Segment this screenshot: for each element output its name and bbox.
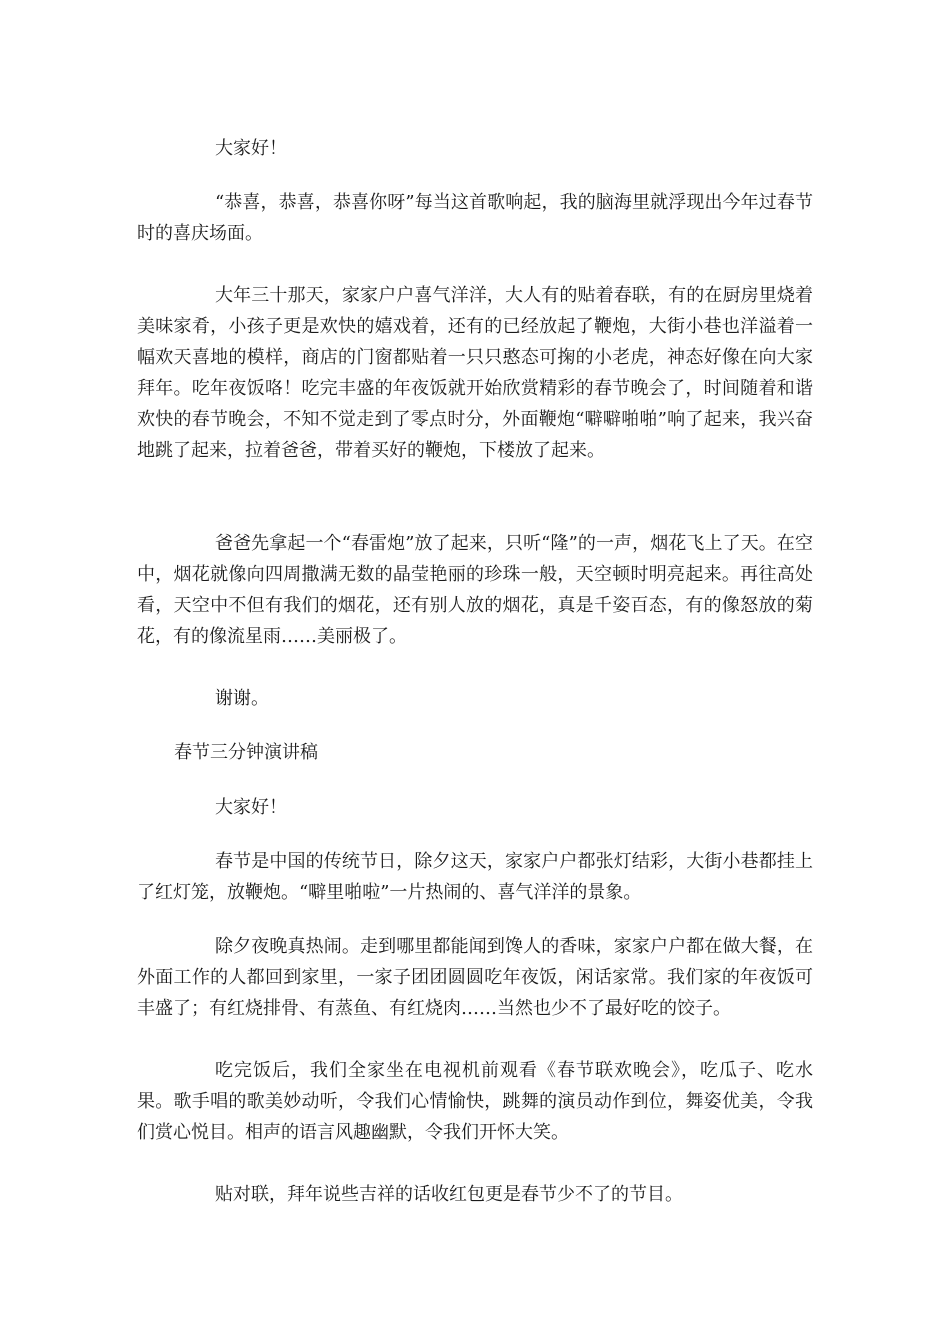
- intro-paragraph: “恭喜，恭喜，恭喜你呀”每当这首歌响起，我的脑海里就浮现出今年过春节时的喜庆场面。: [137, 192, 813, 244]
- gala-paragraph: 吃完饭后，我们全家坐在电视机前观看《春节联欢晚会》，吃瓜子、吃水果。歌手唱的歌美妙动听，令我们心情愉快，跳舞的演员动作到位，舞姿优美，令我们赏心悦目。相声的语言风趣幽默，令我们开怀大笑。: [137, 1060, 813, 1143]
- festival-paragraph: 春节是中国的传统节日，除夕这天，家家户户都张灯结彩，大街小巷都挂上了红灯笼，放鞭炮。“噼里啪啦”一片热闹的、喜气洋洋的景象。: [137, 851, 813, 903]
- couplets-paragraph: 贴对联，拜年说些吉祥的话收红包更是春节少不了的节目。: [215, 1184, 683, 1205]
- thanks-paragraph: 谢谢。: [215, 688, 269, 709]
- greeting-paragraph: 大家好！: [215, 138, 287, 159]
- fireworks-paragraph: 爸爸先拿起一个“春雷炮”放了起来，只听“隆”的一声，烟花飞上了天。在空中，烟花就像向四周撒满无数的晶莹艳丽的珍珠一般，天空顿时明亮起来。再往高处看，天空中不但有我们的烟花，还有别人放的烟花，真是千姿百态，有的像怒放的菊花，有的像流星雨……美丽极了。: [137, 533, 813, 647]
- dinner-paragraph: 除夕夜晚真热闹。走到哪里都能闻到馋人的香味，家家户户都在做大餐，在外面工作的人都回到家里，一家子团团圆圆吃年夜饭，闲话家常。我们家的年夜饭可丰盛了；有红烧排骨、有蒸鱼、有红烧肉……当然也少不了最好吃的饺子。: [137, 936, 813, 1019]
- section-title: 春节三分钟演讲稿: [174, 742, 318, 763]
- greeting-paragraph-2: 大家好！: [215, 797, 287, 818]
- new-year-eve-paragraph: 大年三十那天，家家户户喜气洋洋，大人有的贴着春联，有的在厨房里烧着美味家肴，小孩子更是欢快的嬉戏着，还有的已经放起了鞭炮，大街小巷也洋溢着一幅欢天喜地的模样，商店的门窗都贴着一只只憨态可掬的小老虎，神态好像在向大家拜年。吃年夜饭咯！吃完丰盛的年夜饭就开始欣赏精彩的春节晚会了，时间随着和谐欢快的春节晚会，不知不觉走到了零点时分，外面鞭炮“噼噼啪啪”响了起来，我兴奋地跳了起来，拉着爸爸，带着买好的鞭炮，下楼放了起来。: [137, 285, 813, 461]
